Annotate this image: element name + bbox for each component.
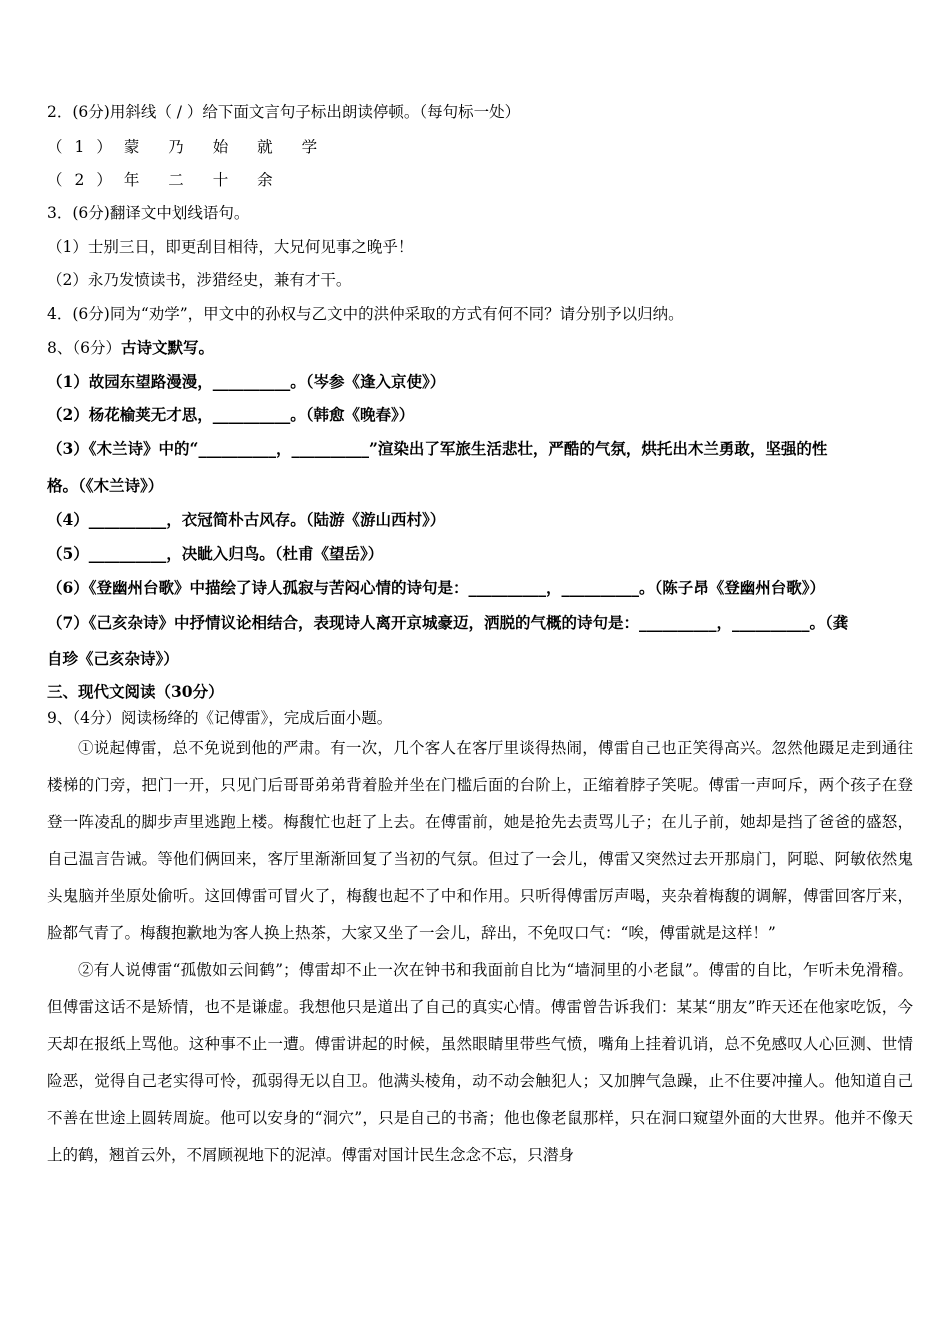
q4-title: 4．(6分)同为“劝学”，甲文中的孙权与乙文中的洪仲采取的方式有何不同？请分别予以归纳。 bbox=[47, 305, 684, 323]
q8-title-prefix: 8、（6分） bbox=[47, 339, 121, 357]
q9-title: 9、（4分）阅读杨绛的《记傅雷》，完成后面小题。 bbox=[47, 709, 393, 727]
passage-paragraph-1: ①说起傅雷，总不免说到他的严肃。有一次，几个客人在客厅里谈得热闹，傅雷自己也正笑得高兴。忽然他蹑足走到通往楼梯的门旁，把门一开，只见门后哥哥弟弟背着脸并坐在门槛后面的台阶上，正缩着脖子笑呢。傅雷一声呵斥，两个孩子在登登一阵凌乱的脚步声里逃跑上楼。梅馥忙也赶了上去。在傅雷前，她是抢先去责骂儿子；在儿子前，她却是挡了爸爸的盛怒，自己温言告诫。等他们俩回来，客厅里渐渐回复了当初的气氛。但过了一会儿，傅雷又突然过去开那扇门，阿聪、阿敏依然鬼头鬼脑并坐原处偷听。这回傅雷可冒火了，梅馥也起不了中和作用。只听得傅雷厉声喝，夹杂着梅馥的调解，傅雷回客厅来，脸都气青了。梅馥抱歉地为客人换上热茶，大家又坐了一会儿，辞出，不免叹口气：“唉，傅雷就是这样！” bbox=[47, 739, 913, 942]
q8-item-2: （2）杨花榆荚无才思，__________。（韩愈《晚春》） bbox=[47, 405, 415, 424]
q8-title bbox=[47, 338, 214, 358]
q8-item-1: （1）故园东望路漫漫，__________。（岑参《逢入京使》） bbox=[47, 372, 446, 391]
reading-passage bbox=[47, 730, 913, 1174]
q8-item-4: （4）__________，衣冠简朴古风存。（陆游《游山西村》） bbox=[47, 510, 446, 529]
passage-paragraph-2: ②有人说傅雷“孤傲如云间鹤”；傅雷却不止一次在钟书和我面前自比为“墙洞里的小老鼠”。傅雷的自比，乍听未免滑稽。但傅雷这话不是矫情，也不是谦虚。我想他只是道出了自己的真实心情。傅雷曾告诉我们：某某“朋友”昨天还在他家吃饭，今天却在报纸上骂他。这种事不止一遭。傅雷讲起的时候，虽然眼睛里带些气愤，嘴角上挂着讥诮，总不免感叹人心叵测、世情险恶，觉得自己老实得可怜，孤弱得无以自卫。他满头棱角，动不动会触犯人；又加脾气急躁，止不住要冲撞人。他知道自己不善在世途上圆转周旋。他可以安身的“洞穴”，只是自己的书斋；他也像老鼠那样，只在洞口窥望外面的大世界。他并不像天上的鹤，翘首云外，不屑顾视地下的泥淖。傅雷对国计民生念念不忘，只潜身 bbox=[47, 961, 913, 1164]
q8-item-7-cont: 自珍《己亥杂诗》） bbox=[47, 649, 179, 668]
q8-title-main: 古诗文默写。 bbox=[120, 338, 214, 357]
q8-item-3-cont: 格。（《木兰诗》） bbox=[47, 476, 164, 495]
q8-item-3: （3）《木兰诗》中的“__________，__________”渲染出了军旅生活悲壮，严酷的气氛，烘托出木兰勇敢，坚强的性 bbox=[47, 439, 828, 458]
section-3-title: 三、现代文阅读（30分） bbox=[47, 682, 224, 701]
q3-item-2: （2）永乃发愤读书，涉猎经史，兼有才干。 bbox=[47, 271, 352, 289]
q3-item-1: （1）士别三日，即更刮目相待，大兄何见事之晚乎！ bbox=[47, 238, 414, 256]
q2-item-2: （2）年 二 十 余 bbox=[47, 171, 285, 189]
q8-item-5: （5）__________，决眦入归鸟。（杜甫《望岳》） bbox=[47, 544, 384, 563]
q8-item-7: （7）《己亥杂诗》中抒情议论相结合，表现诗人离开京城豪迈，洒脱的气概的诗句是：__________，__________。（龚 bbox=[47, 613, 849, 632]
q8-item-6: （6）《登幽州台歌》中描绘了诗人孤寂与苦闷心情的诗句是：__________，__________。（陈子昂《登幽州台歌》） bbox=[47, 578, 826, 597]
q2-title: 2．(6分)用斜线（ / ）给下面文言句子标出朗读停顿。（每句标一处） bbox=[47, 103, 521, 121]
q2-item-1: （1）蒙 乃 始 就 学 bbox=[47, 138, 330, 156]
q3-title: 3．(6分)翻译文中划线语句。 bbox=[47, 204, 250, 222]
